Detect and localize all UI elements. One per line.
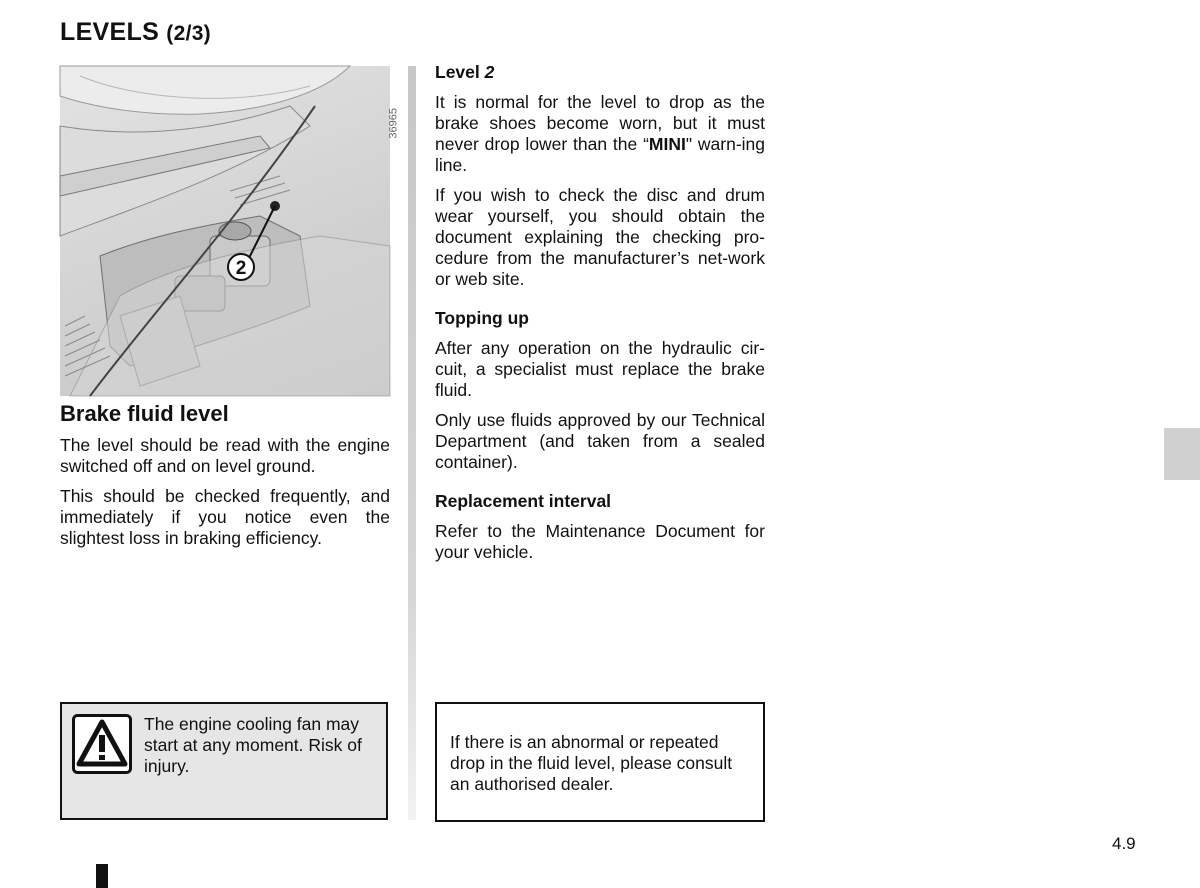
paragraph [435, 92, 765, 176]
engine-bay-drawing [60, 66, 390, 396]
paragraph: Refer to the Maintenance Document for your vehicle. [435, 521, 765, 562]
level-heading [435, 62, 765, 83]
chapter-side-tab [1164, 428, 1200, 480]
right-column [435, 62, 765, 572]
page-title [60, 18, 211, 47]
paragraph-text: " warn-ing line. [435, 134, 765, 175]
level-label: Level [435, 62, 485, 82]
paragraph-text: It is normal for the level to drop as the brake shoes become worn, but it must never drop lower than the “ [435, 92, 765, 154]
note-box [435, 702, 765, 822]
paragraph: After any operation on the hydraulic cir-cuit, a specialist must replace the brake fluid. [435, 338, 765, 400]
figure-id: 36965 [388, 108, 400, 139]
left-column [60, 435, 390, 558]
section-heading: Brake fluid level [60, 401, 229, 426]
paragraph: If you wish to check the disc and drum wear yourself, you should obtain the document explaining the checking pro-cedure from the manufacturer’s net-work or web site. [435, 185, 765, 289]
replacement-heading: Replacement interval [435, 491, 612, 511]
page-title-part: (2/3) [166, 22, 211, 45]
page-title-main: LEVELS [60, 18, 160, 46]
column-divider [408, 66, 416, 820]
warning-triangle-icon [72, 714, 132, 779]
mini-marker: MINI [648, 134, 686, 154]
warning-box [60, 702, 388, 820]
warning-text: The engine cooling fan may start at any moment. Risk of injury. [144, 714, 362, 776]
paragraph: This should be checked frequently, and immediately if you notice even the slightest loss in braking efficiency. [60, 486, 390, 548]
callout-number: 2 [235, 258, 247, 279]
paragraph: The level should be read with the engine switched off and on level ground. [60, 435, 390, 476]
note-text: If there is an abnormal or repeated drop in the fluid level, please consult an authorised dealer. [450, 732, 733, 794]
topping-up-heading: Topping up [435, 308, 529, 328]
level-number: 2 [484, 62, 495, 82]
bottom-marker [96, 864, 108, 888]
page-number: 4.9 [1112, 834, 1136, 853]
engine-bay-illustration [60, 66, 400, 396]
paragraph: Only use fluids approved by our Technical Department (and taken from a sealed container). [435, 410, 765, 472]
